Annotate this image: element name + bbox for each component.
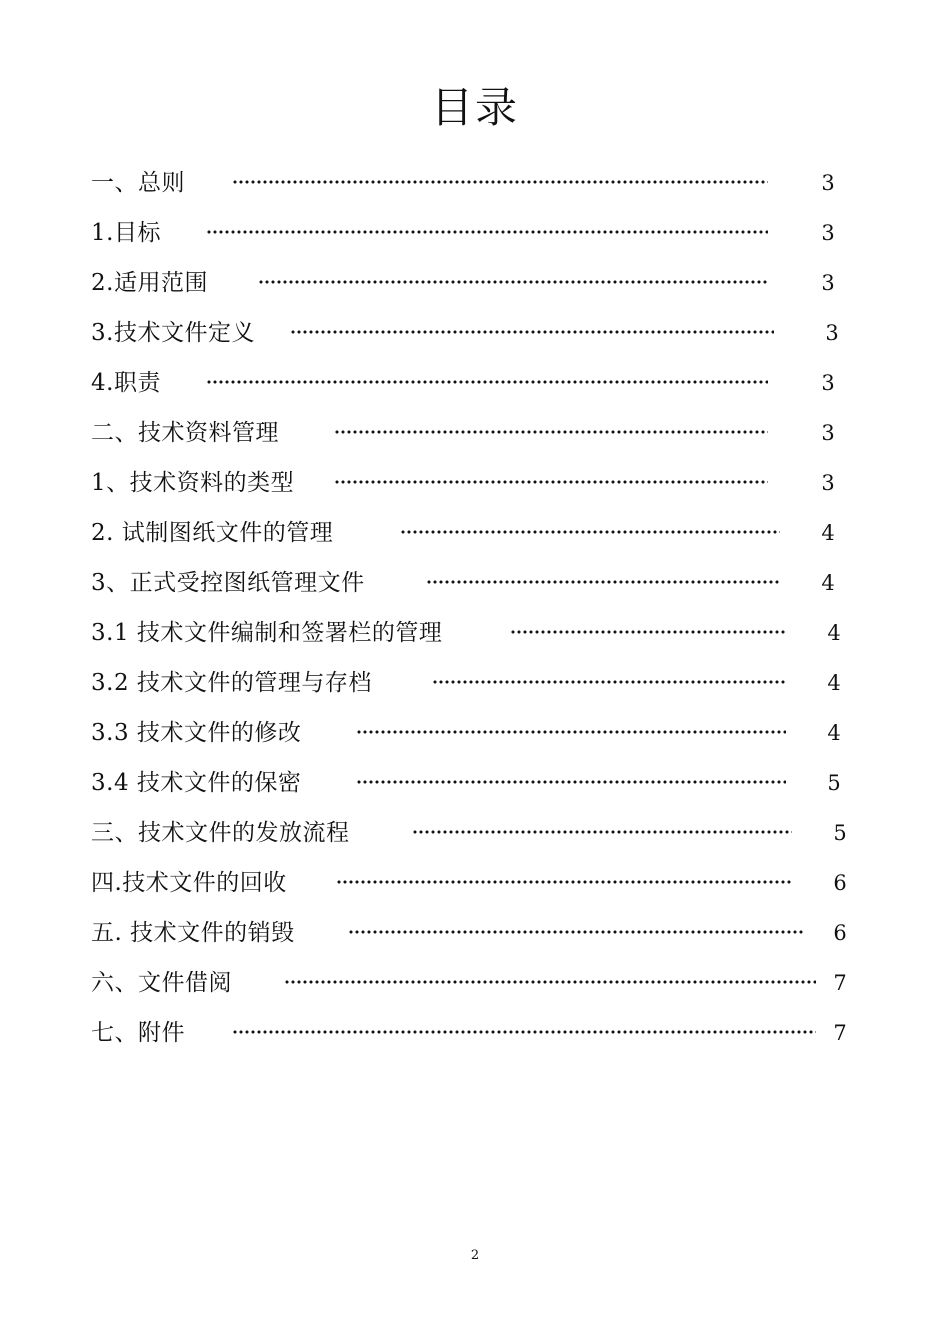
toc-entry-label: 3.4 技术文件的保密 [91, 770, 302, 796]
toc-entry-label: 七、附件 [91, 1020, 185, 1046]
toc-entry-page: 6 [833, 921, 847, 945]
toc-entry[interactable] [0, 808, 950, 858]
toc-entry-label: 六、文件借阅 [91, 970, 232, 996]
toc-entry-page: 3 [821, 271, 835, 295]
toc-entry-label: 五. 技术文件的销毁 [91, 920, 295, 946]
toc-entry-label: 一、总则 [91, 170, 185, 196]
toc-entry-page: 3 [821, 371, 835, 395]
toc-entry-label: 2. 试制图纸文件的管理 [91, 520, 334, 546]
toc-entry[interactable] [0, 358, 950, 408]
toc-leader-dots [334, 430, 768, 434]
toc-entry-page: 7 [833, 971, 847, 995]
toc-entry[interactable] [0, 958, 950, 1008]
toc-entry[interactable] [0, 508, 950, 558]
toc-entry[interactable] [0, 708, 950, 758]
toc-entry-label: 4.职责 [91, 370, 161, 396]
toc-entry-label: 四.技术文件的回收 [91, 870, 287, 896]
toc-entry[interactable] [0, 308, 950, 358]
toc-entry-page: 5 [827, 771, 841, 795]
page-number: 2 [470, 1248, 480, 1263]
toc-leader-dots [206, 380, 768, 384]
toc-entry-label: 3、正式受控图纸管理文件 [91, 570, 365, 596]
toc-entry-page: 5 [833, 821, 847, 845]
toc-entry-page: 3 [821, 421, 835, 445]
toc-leader-dots [348, 930, 804, 934]
toc-leader-dots [232, 180, 768, 184]
toc-entry-label: 2.适用范围 [91, 270, 208, 296]
toc-entry[interactable] [0, 1008, 950, 1058]
toc-entry-page: 4 [827, 721, 841, 745]
toc-entry[interactable] [0, 158, 950, 208]
toc-entry[interactable] [0, 858, 950, 908]
toc-entry[interactable] [0, 608, 950, 658]
toc-leader-dots [426, 580, 780, 584]
toc-leader-dots [258, 280, 768, 284]
toc-entry-page: 7 [833, 1021, 847, 1045]
toc-leader-dots [510, 630, 786, 634]
toc-leader-dots [432, 680, 786, 684]
toc-entry[interactable] [0, 208, 950, 258]
toc-entry[interactable] [0, 408, 950, 458]
toc-leader-dots [336, 880, 792, 884]
toc-entry-page: 3 [825, 321, 839, 345]
toc-leader-dots [334, 480, 768, 484]
toc-entry[interactable] [0, 658, 950, 708]
toc-entry-page: 3 [821, 221, 835, 245]
toc-title: 目录 [430, 83, 519, 132]
toc-entry-page: 3 [821, 171, 835, 195]
toc-entry-page: 4 [821, 571, 835, 595]
toc-entry-label: 二、技术资料管理 [91, 420, 279, 446]
toc-entry-page: 4 [827, 671, 841, 695]
toc-leader-dots [412, 830, 792, 834]
toc-entry[interactable] [0, 458, 950, 508]
toc-leader-dots [232, 1030, 816, 1034]
toc-leader-dots [356, 730, 786, 734]
toc-entry[interactable] [0, 558, 950, 608]
toc-entry-label: 3.1 技术文件编制和签署栏的管理 [91, 620, 443, 646]
toc-leader-dots [284, 980, 816, 984]
toc-entry-label: 1、技术资料的类型 [91, 470, 295, 496]
toc-entry-page: 4 [821, 521, 835, 545]
toc-entry[interactable] [0, 758, 950, 808]
toc-leader-dots [206, 230, 768, 234]
toc-entry[interactable] [0, 908, 950, 958]
toc-entry-label: 3.2 技术文件的管理与存档 [91, 670, 372, 696]
toc-entry-page: 6 [833, 871, 847, 895]
toc-entry-label: 1.目标 [91, 220, 161, 246]
toc-leader-dots [400, 530, 780, 534]
toc-entry[interactable] [0, 258, 950, 308]
toc-leader-dots [290, 330, 774, 334]
toc-entry-page: 3 [821, 471, 835, 495]
toc-leader-dots [356, 780, 786, 784]
toc-entry-label: 3.3 技术文件的修改 [91, 720, 302, 746]
toc-entry-label: 三、技术文件的发放流程 [91, 820, 350, 846]
toc-entry-page: 4 [827, 621, 841, 645]
toc-entry-label: 3.技术文件定义 [91, 320, 255, 346]
